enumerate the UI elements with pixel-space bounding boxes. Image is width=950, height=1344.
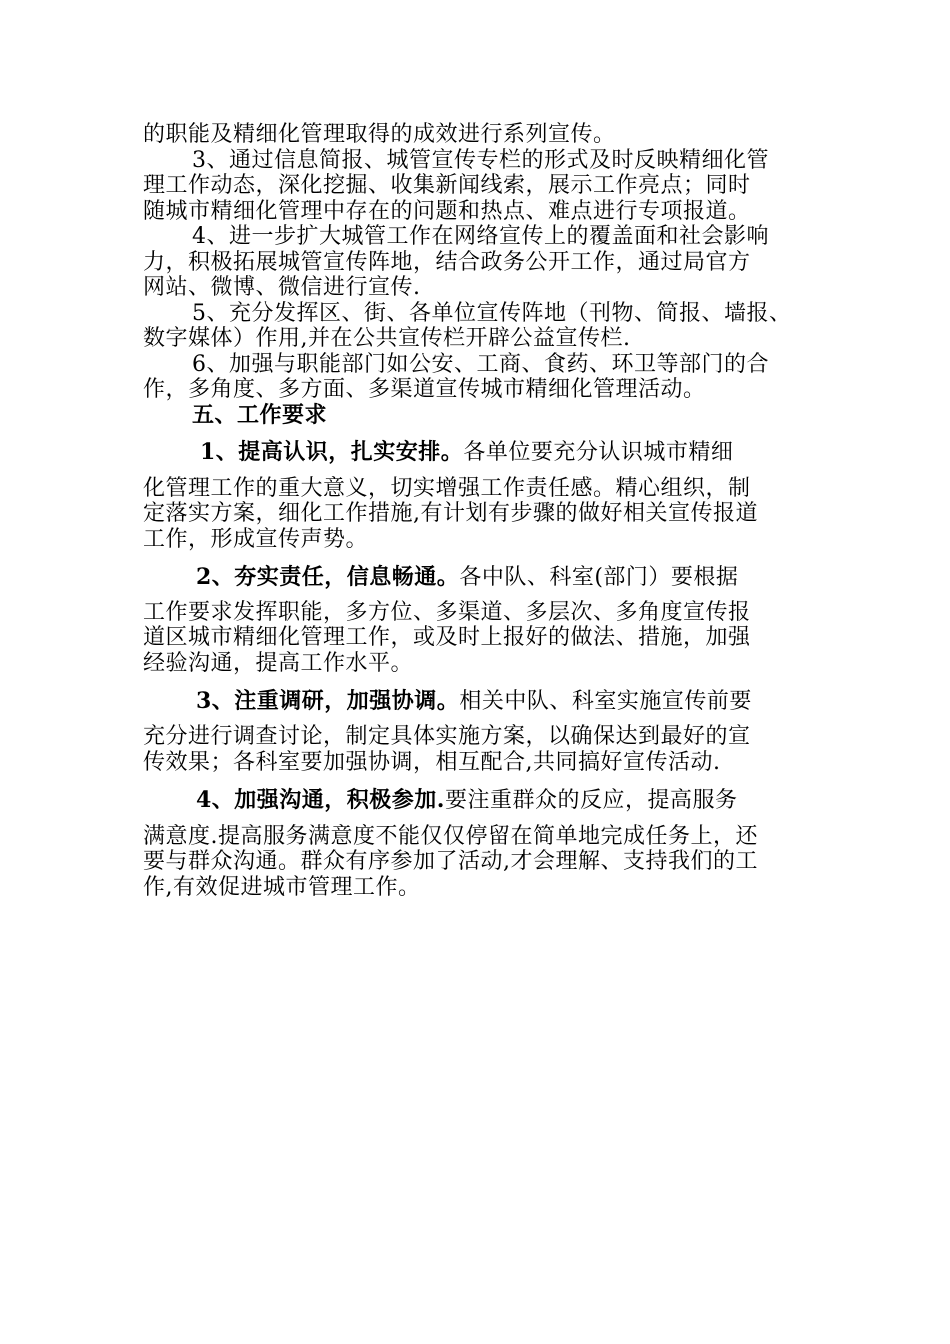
requirement-1-line: 工作，形成宣传声势。 [143,527,369,552]
body-line: 的职能及精细化管理取得的成效进行系列宣传。 [143,122,616,147]
requirement-3-line: 充分进行调查讨论，制定具体实施方案，以确保达到最好的宣 [143,724,751,749]
requirement-2-line: 工作要求发挥职能，多方位、多渠道、多层次、多角度宣传报 [143,600,751,625]
requirement-4-title: 4、加强沟通，积极参加. [196,787,445,813]
requirement-3-title: 3、注重调研，加强协调。 [196,688,460,714]
requirement-4-line: 满意度.提高服务满意度不能仅仅停留在简单地完成任务上，还 [143,824,758,849]
list-item-3-line-3: 随城市精细化管理中存在的问题和热点、难点进行专项报道。 [143,199,751,224]
list-item-4-line-1: 4、进一步扩大城管工作在网络宣传上的覆盖面和社会影响 [192,224,769,249]
requirement-3-first-line [196,688,752,715]
requirement-1-line: 化管理工作的重大意义，切实增强工作责任感。精心组织，制 [143,476,751,501]
requirement-2-line: 道区城市精细化管理工作，或及时上报好的做法、措施，加强 [143,625,751,650]
requirement-3-text: 相关中队、科室实施宣传前要 [459,689,752,714]
requirement-1-line: 定落实方案，细化工作措施,有计划有步骤的做好相关宣传报道 [143,501,758,526]
requirement-2-line: 经验沟通，提高工作水平。 [143,651,414,676]
requirement-4-text: 要注重群众的反应，提高服务 [444,788,738,813]
requirement-4-line: 要与群众沟通。群众有序参加了活动,才会理解、支持我们的工 [143,849,758,874]
requirement-2-title: 2、夯实责任，信息畅通。 [196,564,460,590]
list-item-6-line-1: 6、加强与职能部门如公安、工商、食药、环卫等部门的合 [192,352,769,377]
requirement-1-title: 1、提高认识，扎实安排。 [200,439,464,465]
requirement-1-text: 各单位要充分认识城市精细 [463,440,734,465]
requirement-4-line: 作,有效促进城市管理工作。 [143,875,421,900]
section-heading: 五、工作要求 [192,402,328,428]
list-item-5-line-2: 数字媒体）作用,并在公共宣传栏开辟公益宣传栏. [143,326,631,351]
requirement-4-first-line [196,787,737,814]
list-item-5-line-1: 5、充分发挥区、街、各单位宣传阵地（刊物、简报、墙报、 [192,301,792,326]
requirement-1-first-line [200,439,733,466]
requirement-3-line: 传效果；各科室要加强协调，相互配合,共同搞好宣传活动. [143,750,721,775]
list-item-4-line-3: 网站、微博、微信进行宣传. [143,275,421,300]
list-item-3-line-1: 3、通过信息简报、城管宣传专栏的形式及时反映精细化管 [192,148,769,173]
requirement-2-first-line [196,564,738,591]
requirement-2-text: 各中队、科室(部门）要根据 [459,565,739,590]
list-item-4-line-2: 力，积极拓展城管宣传阵地，结合政务公开工作，通过局官方 [143,250,751,275]
list-item-6-line-2: 作，多角度、多方面、多渠道宣传城市精细化管理活动。 [143,377,706,402]
list-item-3-line-2: 理工作动态，深化挖掘、收集新闻线索，展示工作亮点；同时 [143,173,751,198]
